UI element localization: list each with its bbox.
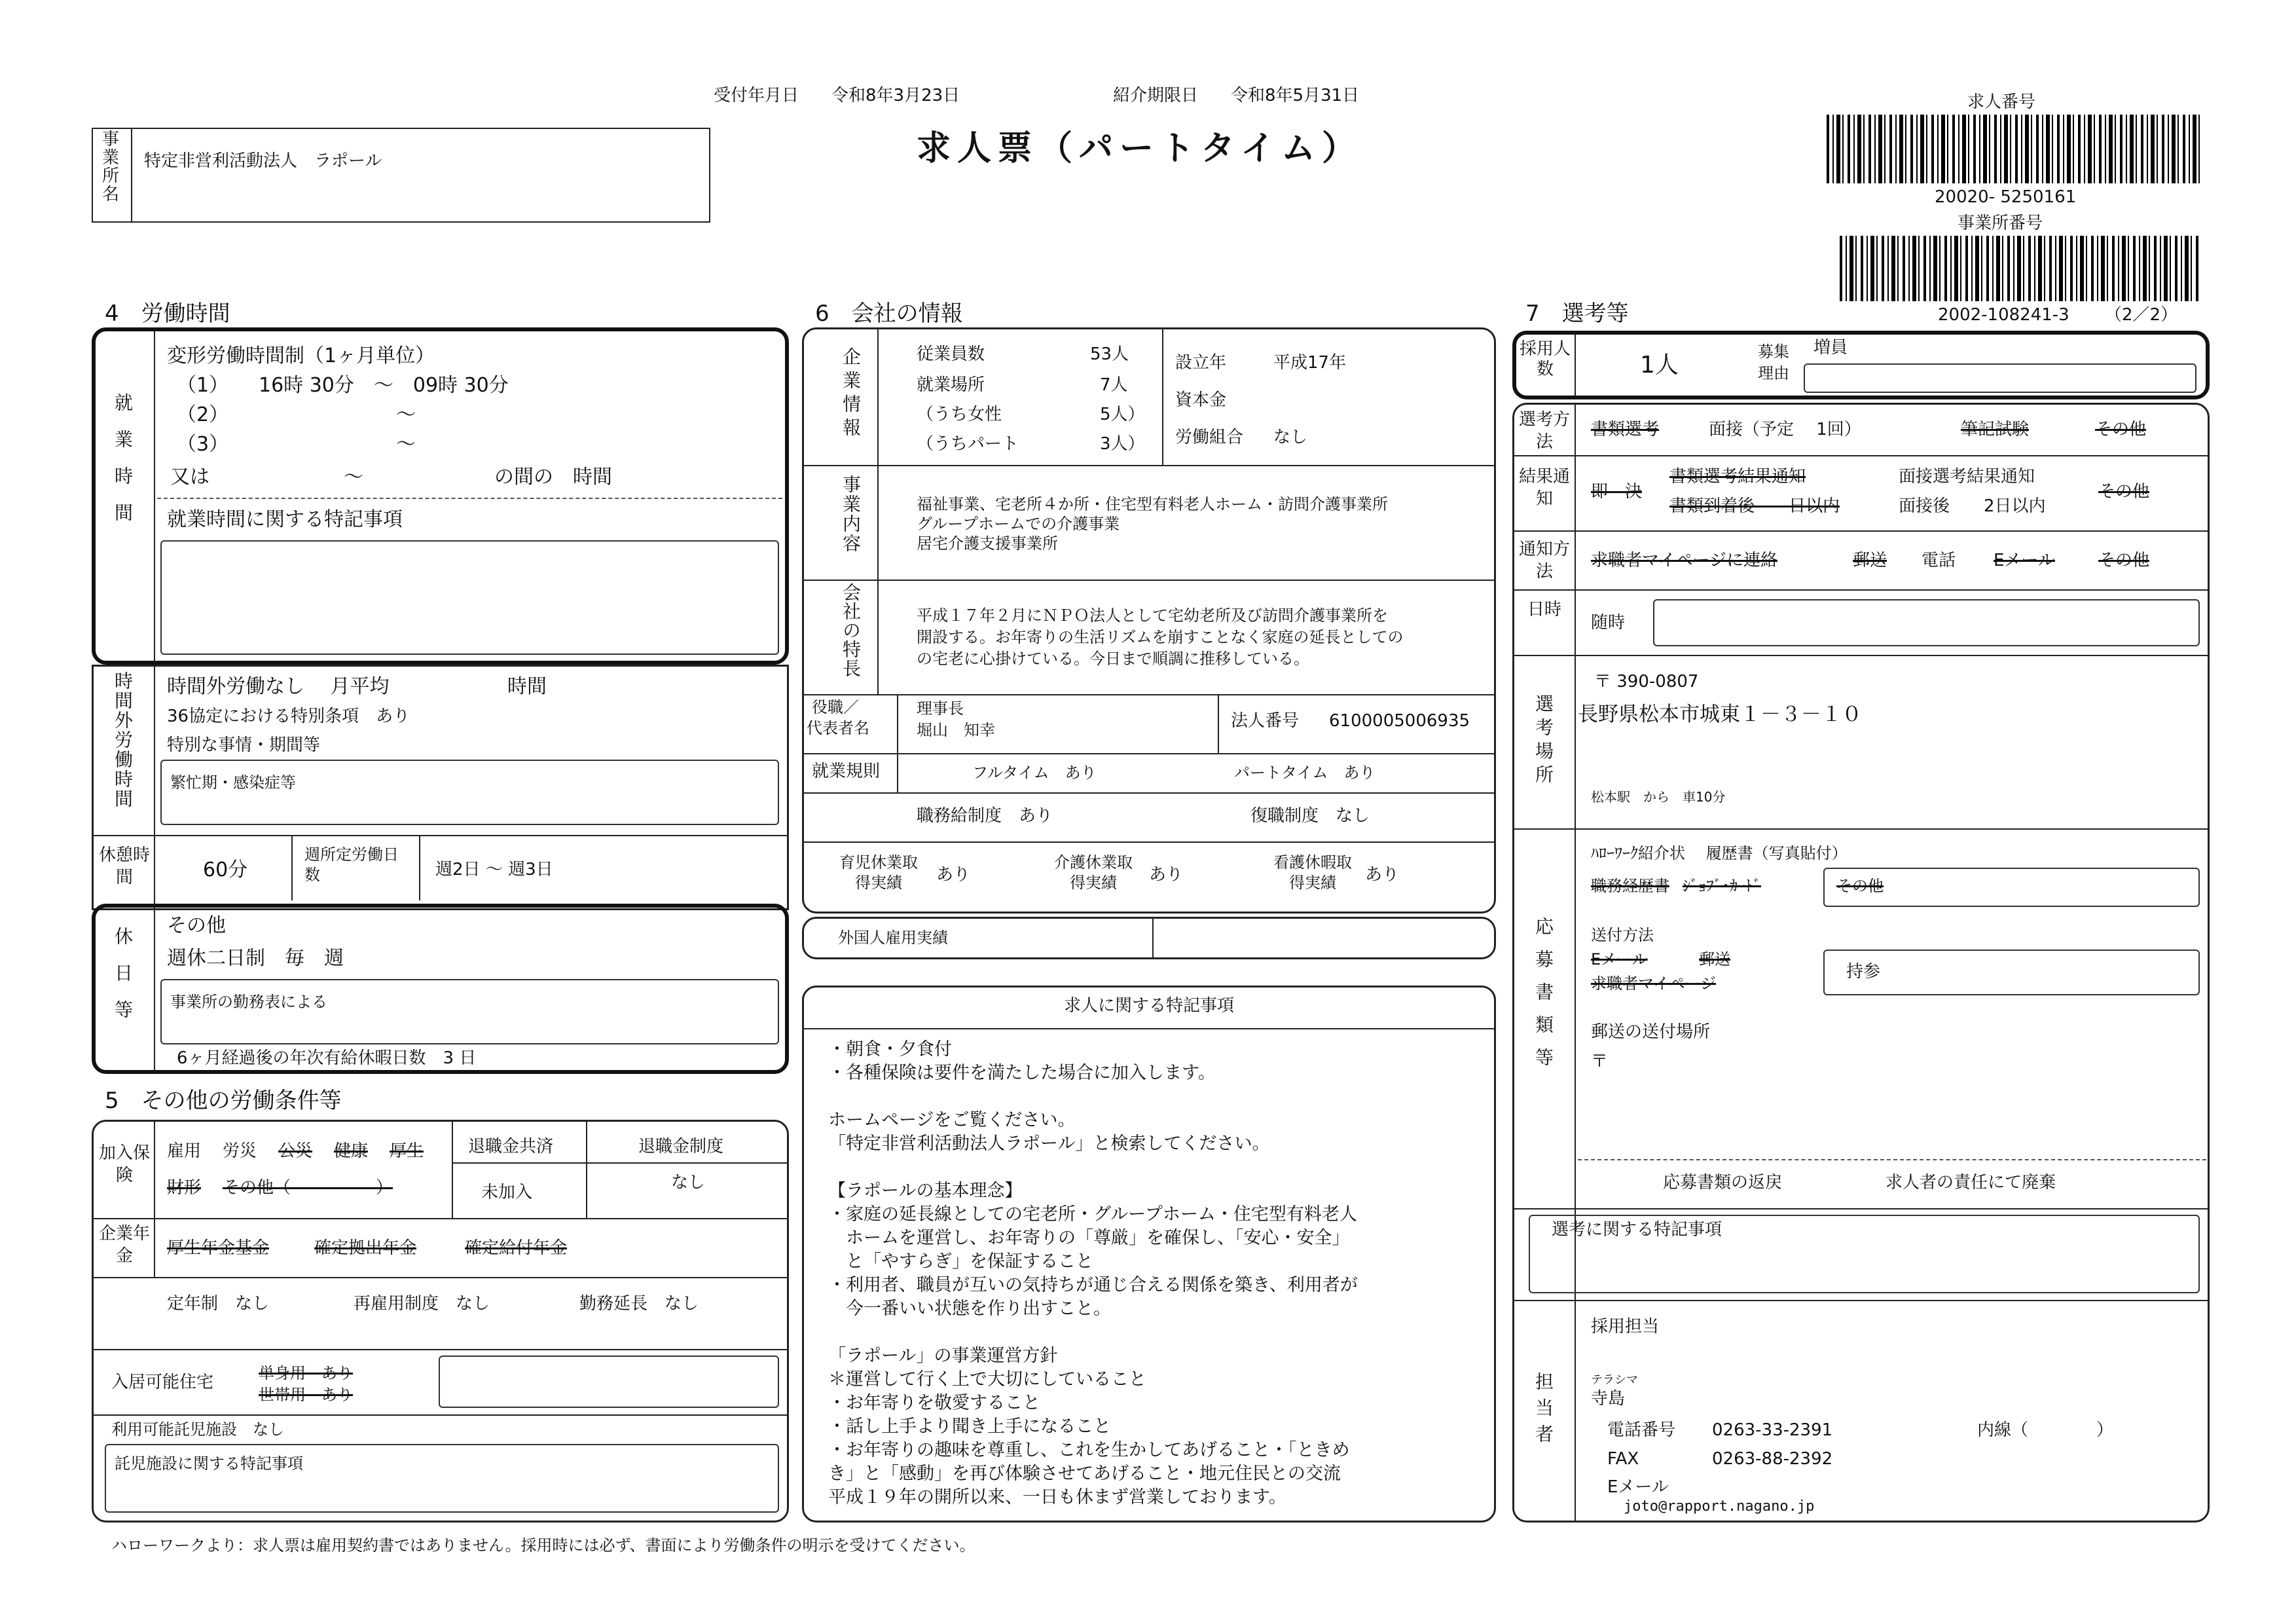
reception-label: 受付年月日 — [714, 86, 799, 105]
reason-label2: 理由 — [1758, 364, 1789, 382]
business-line2: グループホームでの介護事業 — [917, 515, 1120, 533]
notify-label: 通知方法 — [1518, 540, 1570, 581]
extension: 内線（ ） — [1977, 1420, 2114, 1440]
overtime-label: 時間外労働時間 — [112, 671, 134, 809]
reason-value: 増員 — [1813, 338, 1848, 358]
weekly-days-value: 週2日 ～ 週3日 — [435, 860, 553, 879]
selection-note-label: 選考に関する特記事項 — [1552, 1220, 1722, 1240]
job-no-label: 求人番号 — [1967, 92, 2036, 112]
return-value: 求人者の責任にて廃棄 — [1886, 1173, 2056, 1192]
notes-line: ・各種保険は要件を満たした場合に加入します。 — [828, 1063, 1216, 1083]
or-tilde: ～ — [344, 466, 363, 489]
features-line3: の宅老に心掛けている。今日まで順調に推移している。 — [917, 650, 1309, 668]
overtime-line1: 時間外労働なし 月平均 — [167, 675, 390, 698]
housing-family: 世帯用 あり — [259, 1386, 353, 1404]
notes-line: 「特定非営利活動法人ラポール」と検索してください。 — [828, 1134, 1270, 1154]
notes-line — [828, 1156, 1358, 1179]
period-label: 紹介期限日 — [1113, 86, 1199, 105]
features-line2: 開設する。お年寄りの生活リズムを崩すことなく家庭の延長としての — [917, 628, 1404, 646]
office-name-box — [92, 128, 710, 223]
tel-value: 0263-33-2391 — [1712, 1420, 1833, 1440]
rep-title: 理事長 — [917, 699, 964, 718]
holiday-note: 事業所の勤務表による — [170, 993, 327, 1011]
childcare-label: 利用可能託児施設 なし — [111, 1420, 284, 1439]
holiday-line1: その他 — [167, 914, 226, 937]
women-label: （うち女性 — [917, 405, 1002, 424]
work-note-field — [160, 540, 779, 655]
rules-part: パートタイム あり — [1234, 764, 1376, 782]
corp-no-label: 法人番号 — [1231, 711, 1300, 731]
result-interview: 面接選考結果通知 — [1899, 467, 2035, 487]
business-line1: 福祉事業、宅老所４か所・住宅型有料老人ホーム・訪問介護事業所 — [917, 495, 1388, 513]
childcare-leave-value: あり — [936, 865, 971, 885]
result-docs: 書類選考結果通知 — [1669, 467, 1806, 487]
email-label: Eメール — [1607, 1477, 1669, 1497]
result-immediate: 即 決 — [1591, 482, 1643, 502]
childcare-leave-label: 育児休業取得実績 — [839, 853, 918, 893]
email-value: joto@rapport.nagano.jp — [1624, 1498, 1815, 1515]
notes-line: 今一番いい状態を作り出すこと。 — [828, 1299, 1111, 1319]
union-value: なし — [1273, 428, 1308, 447]
method-docs: 書類選考 — [1591, 420, 1660, 439]
contact-kana: テラシマ — [1591, 1373, 1638, 1387]
reemployment: 再雇用制度 なし — [354, 1294, 490, 1314]
ins-rosai: 労災 — [223, 1141, 257, 1161]
notes-line: ・お年寄りの趣味を尊重し、これを生かしてあげること・「ときめ — [828, 1440, 1350, 1460]
pension3: 確定給付年金 — [465, 1238, 568, 1258]
method-label: 選考方法 — [1518, 410, 1570, 452]
business-line3: 居宅介護支援事業所 — [917, 534, 1058, 553]
notes-line: ・お年寄りを敬愛すること — [828, 1393, 1040, 1413]
result-interview-days: 面接後 2日以内 — [1899, 496, 2046, 516]
page-number: （2／2） — [2105, 305, 2178, 325]
notify-other: その他 — [2098, 551, 2150, 570]
employees-label: 従業員数 — [917, 344, 985, 364]
housing-label: 入居可能住宅 — [111, 1373, 214, 1392]
place-access: 松本駅 から 車10分 — [1591, 789, 1726, 805]
office-name: 特定非営利活動法人 ラポール — [144, 151, 382, 171]
pension2: 確定拠出年金 — [314, 1238, 417, 1258]
contact-label: 担当者 — [1533, 1372, 1554, 1450]
features-line1: 平成１７年２月にＮＰＯ法人として宅幼老所及び訪問介護事業所を — [917, 606, 1388, 625]
notes-line: き」と「感動」を再び体験させてあげること・地元住民との交流 — [828, 1464, 1341, 1484]
method-other: その他 — [2095, 420, 2147, 439]
notes-line: ホームを運営し、お年寄りの「尊厳」を確保し、「安心・安全」 — [828, 1228, 1350, 1248]
office-label: 事業所名 — [99, 130, 119, 203]
return-label: 応募書類の返戻 — [1663, 1173, 1783, 1192]
page-title: 求人票（パートタイム） — [917, 129, 1362, 168]
rest-value: 60分 — [203, 858, 248, 881]
childcare-note: 託児施設に関する特記事項 — [115, 1454, 303, 1473]
enterprise-label: 企業情報 — [840, 347, 862, 441]
docs-other: その他 — [1836, 877, 1884, 895]
send-mail: 郵送 — [1699, 950, 1730, 969]
employees-value: 53人 — [1090, 344, 1129, 364]
office-no-label: 事業所番号 — [1958, 213, 2043, 233]
business-label: 事業内容 — [840, 475, 862, 553]
notes-line: 【ラポールの基本理念】 — [828, 1181, 1023, 1201]
ins-koyo: 雇用 — [167, 1141, 202, 1161]
ins-kosei: 厚生 — [390, 1141, 424, 1161]
notes-line: ・家庭の延長線としての宅老所・グループホーム・住宅型有料老人 — [828, 1204, 1357, 1225]
site-employees-label: 就業場所 — [917, 375, 985, 395]
holiday-label: 休日等 — [112, 927, 134, 1037]
rest-label: 休憩時間 — [98, 845, 150, 887]
pattern2-time: ～ — [396, 403, 416, 426]
features-label: 会社の特長 — [840, 583, 862, 678]
place-label: 選考場所 — [1533, 694, 1554, 788]
retire-system-value: なし — [671, 1173, 706, 1192]
fax-value: 0263-88-2392 — [1712, 1449, 1833, 1469]
retirement-age: 定年制 なし — [167, 1294, 270, 1314]
footer-note: ハローワークより：求人票は雇用契約書ではありません。採用時には必ず、書面により労働条件の明示を受けてください。 — [111, 1536, 975, 1555]
result-label: 結果通知 — [1518, 467, 1570, 509]
founded-label: 設立年 — [1175, 353, 1227, 373]
retire-mutual-label: 退職金共済 — [468, 1137, 554, 1156]
notify-mail: 郵送 — [1853, 551, 1887, 570]
send-mypage: 求職者マイページ — [1591, 974, 1717, 993]
rules-full: フルタイム あり — [972, 764, 1097, 782]
ins-other: その他（ ） — [223, 1178, 393, 1198]
foreign-label: 外国人雇用実績 — [838, 929, 948, 947]
section6-title: 6 会社の情報 — [815, 301, 963, 327]
holiday-line2: 週休二日制 毎 週 — [167, 947, 344, 970]
reason-field — [1804, 363, 2196, 393]
pattern2-label: （2） — [177, 403, 229, 426]
job-no-barcode — [1827, 115, 2200, 183]
notify-phone: 電話 — [1922, 551, 1956, 570]
job-no: 20020- 5250161 — [1935, 187, 2077, 207]
pattern3-label: （3） — [177, 433, 229, 456]
notes-line: 平成１９年の開所以来、一日も休まず営業しております。 — [828, 1487, 1286, 1507]
nursing-leave-label: 看護休暇取得実績 — [1273, 853, 1352, 893]
holiday-note-field — [160, 979, 779, 1044]
fax-label: FAX — [1607, 1449, 1639, 1469]
capital-label: 資本金 — [1175, 390, 1227, 410]
date-field — [1653, 599, 2200, 646]
retire-system-label: 退職金制度 — [638, 1137, 724, 1156]
work-note-label: 就業時間に関する特記事項 — [167, 508, 403, 531]
notes-title: 求人に関する特記事項 — [1063, 996, 1234, 1016]
work-hours-label: 就業時間 — [112, 393, 134, 540]
part-label: （うちパート — [917, 434, 1019, 454]
ins-zaikei: 財形 — [167, 1178, 202, 1198]
notes-line: と「やすらぎ」を保証すること — [828, 1251, 1093, 1272]
reception-date: 令和8年3月23日 — [831, 86, 960, 105]
paid-leave-days: 6ヶ月経過後の年次有給休暇日数 3 日 — [177, 1048, 477, 1068]
overtime-line2: 36協定における特別条項 あり — [167, 707, 410, 726]
housing-note-field — [439, 1356, 779, 1408]
women-value: 5人） — [1100, 405, 1145, 424]
rep-label1: 役職／ — [812, 698, 859, 716]
housing-single: 単身用 あり — [259, 1364, 353, 1382]
part-value: 3人） — [1100, 434, 1145, 454]
section5-title: 5 その他の労働条件等 — [105, 1088, 342, 1114]
overtime-special: 繁忙期・感染症等 — [170, 773, 296, 792]
method-written: 筆記試験 — [1961, 420, 2030, 439]
pattern3-time: ～ — [396, 433, 416, 456]
place-zip: 〒 390-0807 — [1594, 672, 1699, 692]
work-extension: 勤務延長 なし — [579, 1294, 699, 1314]
site-employees-value: 7人 — [1100, 375, 1128, 395]
overtime-special-field — [160, 760, 779, 825]
insurance-label: 加入保険 — [98, 1143, 150, 1185]
notes-line: ・話し上手より聞き上手になること — [828, 1416, 1111, 1437]
notes-line — [828, 1321, 1358, 1344]
retire-mutual-value: 未加入 — [481, 1183, 533, 1202]
pattern1-label: （1） — [177, 374, 229, 397]
section7-title: 7 選考等 — [1525, 301, 1629, 327]
notes-line: ・利用者、職員が互いの気持ちが通じ合える関係を築き、利用者が — [828, 1275, 1358, 1295]
result-docs-days: 書類到着後 日以内 — [1669, 496, 1840, 516]
ins-kenko: 健康 — [334, 1141, 369, 1161]
work-system: 変形労働時間制（1ヶ月単位） — [167, 344, 435, 367]
tel-label: 電話番号 — [1607, 1420, 1676, 1440]
founded-value: 平成17年 — [1273, 353, 1347, 373]
overtime-line3: 特別な事情・期間等 — [167, 735, 321, 755]
nursing-leave-value: あり — [1365, 865, 1400, 885]
or-text: 又は — [170, 466, 210, 489]
rep-name: 堀山 知幸 — [917, 721, 995, 739]
notify-mypage: 求職者マイページに連絡 — [1591, 551, 1777, 570]
notes-line — [828, 1085, 1358, 1109]
docs-resume: 職務経歴書 — [1591, 877, 1669, 895]
docs-label: 応募書類等 — [1533, 917, 1554, 1080]
or-between: の間の 時間 — [494, 466, 612, 489]
rep-label2: 代表者名 — [807, 719, 869, 737]
notes-line: ホームページをご覧ください。 — [828, 1110, 1076, 1130]
hire-value: 1人 — [1640, 352, 1679, 378]
pension1: 厚生年金基金 — [167, 1238, 270, 1258]
notes-line: ・朝食・夕食付 — [828, 1039, 952, 1060]
ins-kosai: 公災 — [278, 1141, 313, 1161]
method-interview: 面接（予定 1回） — [1709, 420, 1861, 439]
send-email: Eメール — [1591, 950, 1648, 969]
pattern1-time: 16時 30分 ～ 09時 30分 — [259, 374, 509, 397]
care-leave-value: あり — [1149, 865, 1184, 885]
pension-label: 企業年金 — [98, 1224, 150, 1266]
office-no-barcode — [1840, 236, 2200, 301]
mail-place-label: 郵送の送付場所 — [1591, 1022, 1711, 1042]
corp-no: 6100005006935 — [1329, 711, 1470, 731]
notify-email: Eメール — [1994, 551, 2055, 570]
send-label: 送付方法 — [1591, 926, 1654, 944]
rules-label: 就業規則 — [812, 762, 881, 781]
docs-jobcard: ｼﾞｮﾌﾞ･ｶｰﾄﾞ — [1683, 877, 1761, 895]
office-no: 2002-108241-3 — [1938, 305, 2069, 325]
overtime-hours: 時間 — [507, 675, 547, 698]
reinstate: 復職制度 なし — [1250, 806, 1370, 826]
contact-title: 採用担当 — [1591, 1317, 1660, 1337]
place-address: 長野県松本市城東１－３－１０ — [1578, 703, 1862, 726]
send-value: 持参 — [1846, 962, 1881, 982]
notes-body — [828, 1038, 1358, 1509]
weekly-days-label: 週所定労働日数 — [304, 845, 399, 885]
contact-name: 寺島 — [1591, 1389, 1626, 1409]
section4-title: 4 労働時間 — [105, 301, 230, 327]
period-date: 令和8年5月31日 — [1231, 86, 1360, 105]
duty-pay: 職務給制度 あり — [917, 806, 1053, 826]
notes-line: ＊運営して行く上で大切にしていること — [828, 1369, 1146, 1390]
care-leave-label: 介護休業取得実績 — [1054, 853, 1133, 893]
hire-label: 採用人数 — [1519, 339, 1571, 380]
date-value: 随時 — [1591, 613, 1626, 633]
mail-zip: 〒 — [1591, 1052, 1609, 1071]
date-label: 日時 — [1527, 600, 1561, 619]
docs-line1: ﾊﾛｰﾜｰｸ紹介状 履歴書（写真貼付） — [1591, 844, 1848, 862]
union-label: 労働組合 — [1175, 428, 1244, 447]
notes-line: 「ラポール」の事業運営方針 — [828, 1346, 1058, 1366]
result-other: その他 — [2098, 482, 2150, 502]
reason-label1: 募集 — [1758, 342, 1789, 361]
